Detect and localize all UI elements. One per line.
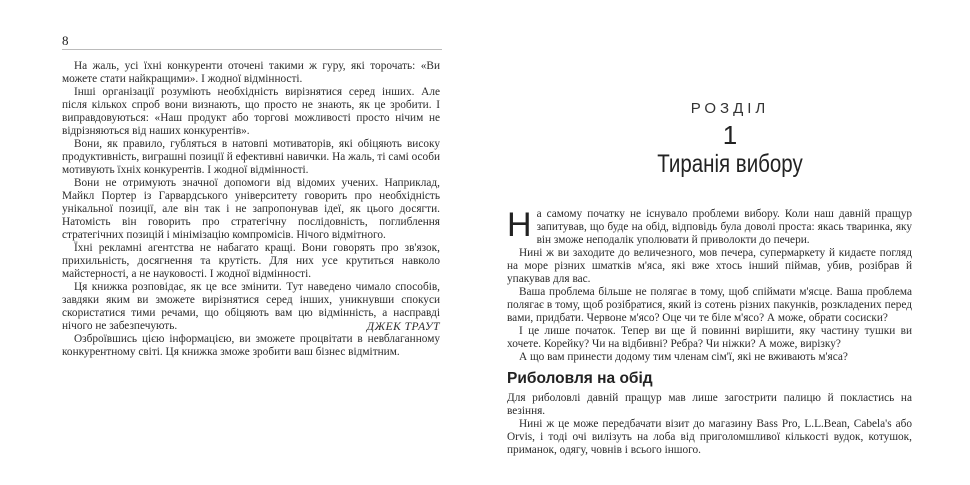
paragraph: А що вам принести додому тим членам сім'ї, які не вживають м'яса? [519, 351, 848, 363]
section-heading: Риболовля на обід [507, 370, 653, 387]
paragraph: На жаль, усі їхні конкуренти оточені такими ж гуру, які торочать: «Ви можете стати найкращими». І жодної відмінності. [62, 60, 440, 85]
paragraph: Ця книжка розповідає, як це все змінити. Тут наведено чимало способів, завдяки яким ви зможете вирізнятися серед інших, уникнувши спокуси скористатися тими речами, що обіцяють вам цю відмінність, а насправді нічого не забезпечують. [62, 281, 440, 332]
paragraph: І це лише початок. Тепер ви ще й повинні вирішити, яку частину тушки ви хочете. Корейку? Чи на відбивні? Ребра? Чи ніжки? А може, вирізку? [507, 325, 912, 350]
header-rule [62, 49, 442, 50]
paragraph: Для риболовлі давній пращур мав лише загострити палицю й покластись на везіння. [507, 392, 912, 417]
section-text [507, 392, 912, 457]
left-page [0, 0, 480, 485]
drop-cap: Н [507, 206, 532, 244]
paragraph: Ваша проблема більше не полягає в тому, щоб спіймати м'ясце. Ваша проблема полягає в тому, щоб розібратися, який із сотень різних пакунків, розкладених перед вами, придбати. Червоне м'ясо? Оце чи те біле м'ясо? А може, обрати сосиски? [507, 286, 912, 324]
paragraph: Вони, як правило, губляться в натовпі мотиваторів, які обіцяють високу продуктивність, виграшні позиції й ефективні навички. На жаль, ті самі особи мотивують їхніх конкурентів. І жодної відмінності. [62, 138, 440, 176]
first-paragraph [507, 208, 912, 247]
chapter-text [507, 208, 912, 364]
right-page [490, 0, 970, 485]
chapter-number: 1 [722, 120, 738, 150]
chapter-label: РОЗДІЛ [690, 100, 770, 117]
paragraph: Їхні рекламні агентства не набагато кращі. Вони говорять про зв'язок, прихильність, досягнення та крутість. Для них усе крутиться навколо майстерності, а не науковості. І жодної відмінності. [62, 242, 440, 280]
paragraph: Нині ж ви заходите до величезного, мов печера, супермаркету й кидаєте погляд на море різних шматків м'яса, які вже хтось інший піймав, убив, розібрав й упакував для вас. [507, 247, 912, 285]
first-paragraph-text: а самому початку не існувало проблеми вибору. Коли наш давній пращур запитував, що буде на обід, відповідь була доволі проста: якась тваринка, яку він зможе неподалік уполювати й приволокти до печери. [536, 208, 912, 246]
paragraph: Озброївшись цією інформацією, ви зможете процвітати в невблаганному конкурентному світі. Ця книжка зможе зробити ваш бізнес відмітним. [62, 333, 440, 358]
author-signature: ДЖЕК ТРАУТ [366, 321, 440, 333]
chapter-title: Тиранія вибору [657, 150, 803, 178]
paragraph: Нині ж це може передбачати візит до магазину Bass Pro, L.L.Bean, Cabela's або Orvis, і тоді очі вилізуть на лоба від приголомшливої кількості вудок, котушок, приманок, одягу, човнів і всього іншого. [507, 418, 912, 456]
paragraph: Вони не отримують значної допомоги від відомих учених. Наприклад, Майкл Портер із Гарвардського університету говорить про необхідність унікальної позиції, але він так і не запропонував ідеї, як цього досягти. Натомість він говорить про стратегічну послідовність, поглиблення стратегічних позицій і мінімізацію компромісів. Нічого відмітного. [62, 177, 440, 241]
preface-text [62, 60, 440, 359]
paragraph: Інші організації розуміють необхідність вирізнятися серед інших. Але після кількох спроб вони визнають, що просто не знають, як це зробити. І виправдовуються: «Наш продукт або торгові можливості просто нічим не відрізняються від наших конкурентів». [62, 86, 440, 137]
page-number: 8 [62, 33, 69, 48]
